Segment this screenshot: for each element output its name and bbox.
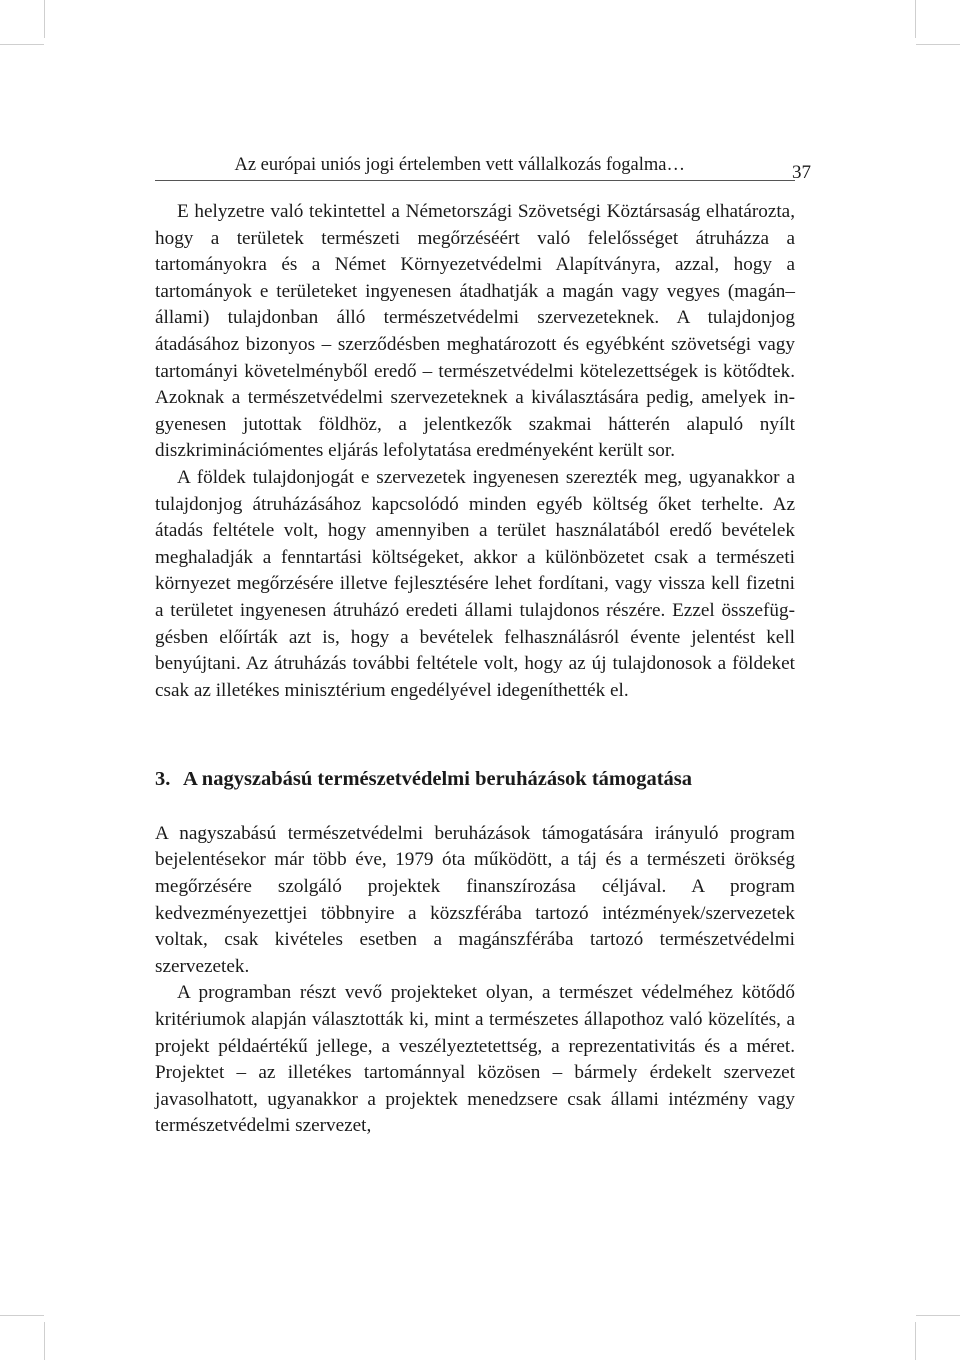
crop-mark bbox=[0, 1315, 44, 1316]
page-number: 37 bbox=[792, 162, 811, 183]
paragraph: A programban részt vevő projekteket olyan, a természet védelméhez kötődő kritériumok alapján választották ki, mint a természetes állapothoz való közelítés, a projekt példaértékű jellege, a veszélyeztetettség, a reprezentativitás és a méret. Projektet – az illetékes tartománnyal közösen – bármely érdekelt szervezet javasolhatott, ugyanakkor a projektek menedzsere csak állami intézmény vagy természetvédelmi szervezet, bbox=[155, 982, 795, 1137]
paragraph: A nagyszabású természetvédelmi beruházások támogatására irányuló program bejelentésekor már több éve, 1979 óta működött, a táj és a természeti örökség megőrzésére szolgáló projektek finanszírozása céljával. A program kedvezményezettjei többnyire a közszférába tartozó intézmények/szervezetek voltak, csak kivételes esetben a magánszférába tartozó természetvédelmi szervezetek. bbox=[155, 822, 795, 977]
crop-mark bbox=[44, 1322, 45, 1360]
section-heading bbox=[155, 766, 795, 793]
crop-mark bbox=[915, 1322, 916, 1360]
section-title: A nagyszabású természetvédelmi beruházások támogatása bbox=[183, 768, 693, 791]
section-number: 3. bbox=[155, 768, 171, 791]
crop-mark bbox=[44, 0, 45, 38]
crop-mark bbox=[916, 1315, 960, 1316]
crop-mark bbox=[915, 0, 916, 38]
running-head bbox=[155, 152, 811, 183]
body-text bbox=[155, 199, 795, 1140]
paragraph: A földek tulajdonjogát e szervezetek ingyenesen szerezték meg, ugyanakkor a tulajdonjog átruházásához kapcsolódó minden egyéb költség őket terhelte. Az átadás feltétele volt, hogy amennyiben a terület használatából eredő bevételek meghaladják a fenntartási költségeket, akkor a különbözetet csak a természeti környezet megőrzésére illetve fejlesztésére lehet fordítani, vagy vissza kell fizetni a területet ingyenesen átruházó eredeti állami tulajdonos részére. Ezzel összefüggésben előírták azt is, hogy a bevételek felhasználásról évente jelentést kell benyújtani. Az átruházás további feltétele volt, hogy az új tulajdonosok a földeket csak az illetékes minisztérium engedélyével idegeníthették el. bbox=[155, 466, 795, 701]
running-head-title: Az európai uniós jogi értelemben vett vállalkozás fogalma… bbox=[234, 155, 685, 175]
book-page bbox=[155, 152, 811, 1140]
paragraph: E helyzetre való tekintettel a Németországi Szövetségi Köztársaság elhatározta, hogy a területek természeti megőrzéséért való felelősséget átruházza a tartományokra és a Német Környezetvédelmi Alapítványra, azzal, hogy a tartományok e területeket ingyenesen átadhatják a magán vagy vegyes (magán–állami) tulajdonban álló természetvédelmi szervezeteknek. A tulajdonjog átadásához bizonyos – szerződésben meghatározott és egyébként szövetségi vagy tartományi követelményből eredő – természetvédelmi kötelezettségek is kötődtek. Azoknak a természetvédelmi szervezeteknek a kiválasztására pedig, amelyek ingyenesen jutottak földhöz, a jelentkezők szakmai hátterén alapuló nyílt diszkriminációmentes eljárás lefolytatása eredményeként került sor. bbox=[155, 201, 795, 462]
crop-mark bbox=[0, 44, 44, 45]
crop-mark bbox=[916, 44, 960, 45]
